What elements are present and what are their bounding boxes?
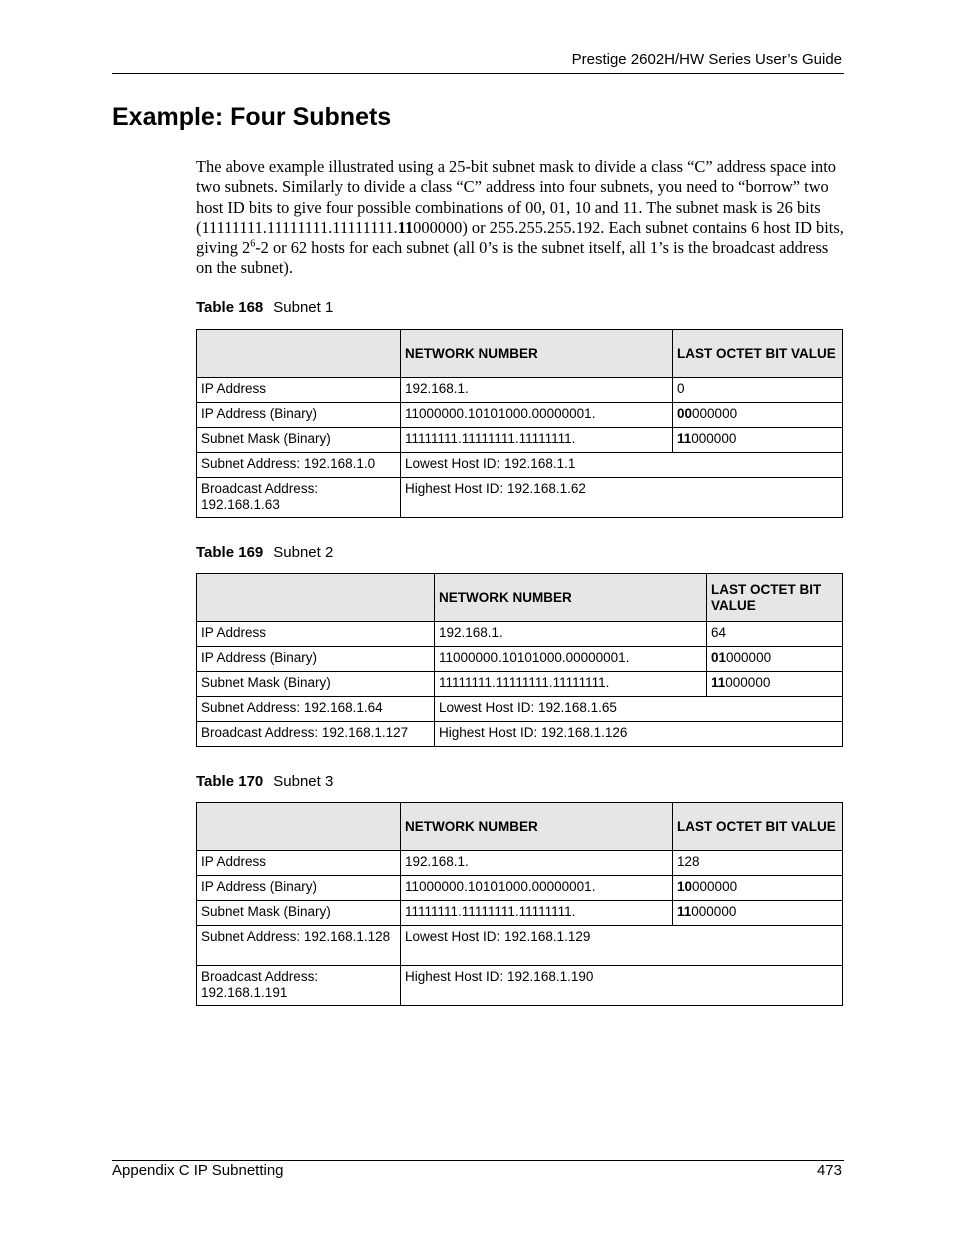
broadcast-address: Broadcast Address: 192.168.1.63 xyxy=(197,478,401,518)
footer-rule xyxy=(112,1160,844,1161)
table-row xyxy=(197,647,843,672)
header-cell-last-octet: LAST OCTET BIT VALUE xyxy=(673,803,843,851)
table-row xyxy=(197,478,843,518)
page-title: Example: Four Subnets xyxy=(112,103,392,131)
page-number: 473 xyxy=(816,1162,842,1179)
row-label: IP Address xyxy=(197,622,435,647)
network-value: 192.168.1. xyxy=(401,851,673,876)
row-label: Subnet Mask (Binary) xyxy=(197,901,401,926)
table-row xyxy=(197,926,843,966)
highest-host-id: Highest Host ID: 192.168.1.190 xyxy=(401,966,843,1006)
table-caption-number: Table 170 xyxy=(196,773,264,790)
table-row xyxy=(197,901,843,926)
table-caption xyxy=(196,773,333,790)
table-caption-title: Subnet 1 xyxy=(273,299,334,316)
header-cell-last-octet: LAST OCTET BIT VALUE xyxy=(707,574,843,622)
footer-section: Appendix C IP Subnetting xyxy=(112,1162,284,1179)
octet-value: 64 xyxy=(707,622,843,647)
subnet-table xyxy=(196,573,843,747)
body-text-bold: 11 xyxy=(397,217,414,237)
table-row xyxy=(197,622,843,647)
network-value: 192.168.1. xyxy=(401,378,673,403)
network-value: 11111111.11111111.11111111. xyxy=(401,428,673,453)
octet-value xyxy=(673,428,843,453)
table-row xyxy=(197,403,843,428)
highest-host-id: Highest Host ID: 192.168.1.62 xyxy=(401,478,843,518)
octet-bold-bits: 11 xyxy=(677,904,692,919)
lowest-host-id: Lowest Host ID: 192.168.1.1 xyxy=(401,453,843,478)
row-label: Subnet Mask (Binary) xyxy=(197,672,435,697)
header-cell-network-number: NETWORK NUMBER xyxy=(401,803,673,851)
table-row xyxy=(197,722,843,747)
octet-value xyxy=(707,647,843,672)
body-paragraph xyxy=(196,157,844,279)
table-row xyxy=(197,428,843,453)
network-value: 11000000.10101000.00000001. xyxy=(401,403,673,428)
highest-host-id: Highest Host ID: 192.168.1.126 xyxy=(435,722,843,747)
table-row xyxy=(197,453,843,478)
octet-rest-bits: 000000 xyxy=(691,904,737,919)
octet-bold-bits: 00 xyxy=(677,406,693,421)
octet-value xyxy=(707,672,843,697)
row-label: IP Address xyxy=(197,851,401,876)
subnet-table xyxy=(196,802,843,1006)
network-value: 11000000.10101000.00000001. xyxy=(401,876,673,901)
octet-rest-bits: 000000 xyxy=(691,431,737,446)
table-caption xyxy=(196,544,333,561)
broadcast-address: Broadcast Address: 192.168.1.191 xyxy=(197,966,401,1006)
subnet-table xyxy=(196,329,843,518)
table-header-row xyxy=(197,330,843,378)
lowest-host-id: Lowest Host ID: 192.168.1.65 xyxy=(435,697,843,722)
row-label: Subnet Mask (Binary) xyxy=(197,428,401,453)
body-text-part1: The above example illustrated using a 25-bit subnet mask to divide a class “C” address space into two subnets. Similarly to divide a class “C” address into four subnets, you need to “borrow” two host ID bits to give four possible combinations of 00, 01, 10 and 11. The subnet mask is 26 bits (11111111.11111111.11111111. xyxy=(196,157,836,237)
lowest-host-id: Lowest Host ID: 192.168.1.129 xyxy=(401,926,843,966)
header-rule xyxy=(112,73,844,74)
table-caption-number: Table 169 xyxy=(196,544,264,561)
row-label: IP Address (Binary) xyxy=(197,876,401,901)
table-header-row xyxy=(197,574,843,622)
octet-rest-bits: 000000 xyxy=(726,650,772,665)
network-value: 11111111.11111111.11111111. xyxy=(401,901,673,926)
table-caption-title: Subnet 2 xyxy=(273,544,334,561)
header-cell-empty xyxy=(197,574,435,622)
octet-rest-bits: 000000 xyxy=(692,879,738,894)
table-header-row xyxy=(197,803,843,851)
octet-value xyxy=(673,901,843,926)
body-text-superscript: 6 xyxy=(250,238,256,250)
table-caption-number: Table 168 xyxy=(196,299,264,316)
body-text-part3: -2 or 62 hosts for each subnet (all 0’s is the subnet itself, all 1’s is the broadcast address on the subnet). xyxy=(196,238,829,278)
broadcast-address: Broadcast Address: 192.168.1.127 xyxy=(197,722,435,747)
octet-value: 0 xyxy=(673,378,843,403)
row-label: IP Address (Binary) xyxy=(197,403,401,428)
header-cell-empty xyxy=(197,803,401,851)
row-label: IP Address xyxy=(197,378,401,403)
table-row xyxy=(197,697,843,722)
table-row xyxy=(197,378,843,403)
octet-value xyxy=(673,876,843,901)
octet-bold-bits: 11 xyxy=(677,431,692,446)
running-header: Prestige 2602H/HW Series User’s Guide xyxy=(571,51,842,68)
network-value: 192.168.1. xyxy=(435,622,707,647)
subnet-address: Subnet Address: 192.168.1.128 xyxy=(197,926,401,966)
header-cell-last-octet: LAST OCTET BIT VALUE xyxy=(673,330,843,378)
header-cell-network-number: NETWORK NUMBER xyxy=(435,574,707,622)
octet-bold-bits: 11 xyxy=(711,675,726,690)
table-row xyxy=(197,851,843,876)
body-text-part2: 000000) or 255.255.255.192. Each subnet contains 6 host ID bits, giving 2 xyxy=(196,217,844,258)
row-label: IP Address (Binary) xyxy=(197,647,435,672)
octet-bold-bits: 10 xyxy=(677,879,693,894)
octet-rest-bits: 000000 xyxy=(692,406,738,421)
octet-rest-bits: 000000 xyxy=(725,675,771,690)
octet-bold-bits: 01 xyxy=(711,650,727,665)
octet-value: 128 xyxy=(673,851,843,876)
subnet-address: Subnet Address: 192.168.1.64 xyxy=(197,697,435,722)
network-value: 11000000.10101000.00000001. xyxy=(435,647,707,672)
table-row xyxy=(197,876,843,901)
network-value: 11111111.11111111.11111111. xyxy=(435,672,707,697)
table-row xyxy=(197,966,843,1006)
subnet-address: Subnet Address: 192.168.1.0 xyxy=(197,453,401,478)
header-cell-network-number: NETWORK NUMBER xyxy=(401,330,673,378)
table-row xyxy=(197,672,843,697)
header-cell-empty xyxy=(197,330,401,378)
table-caption xyxy=(196,299,333,316)
octet-value xyxy=(673,403,843,428)
table-caption-title: Subnet 3 xyxy=(273,773,334,790)
